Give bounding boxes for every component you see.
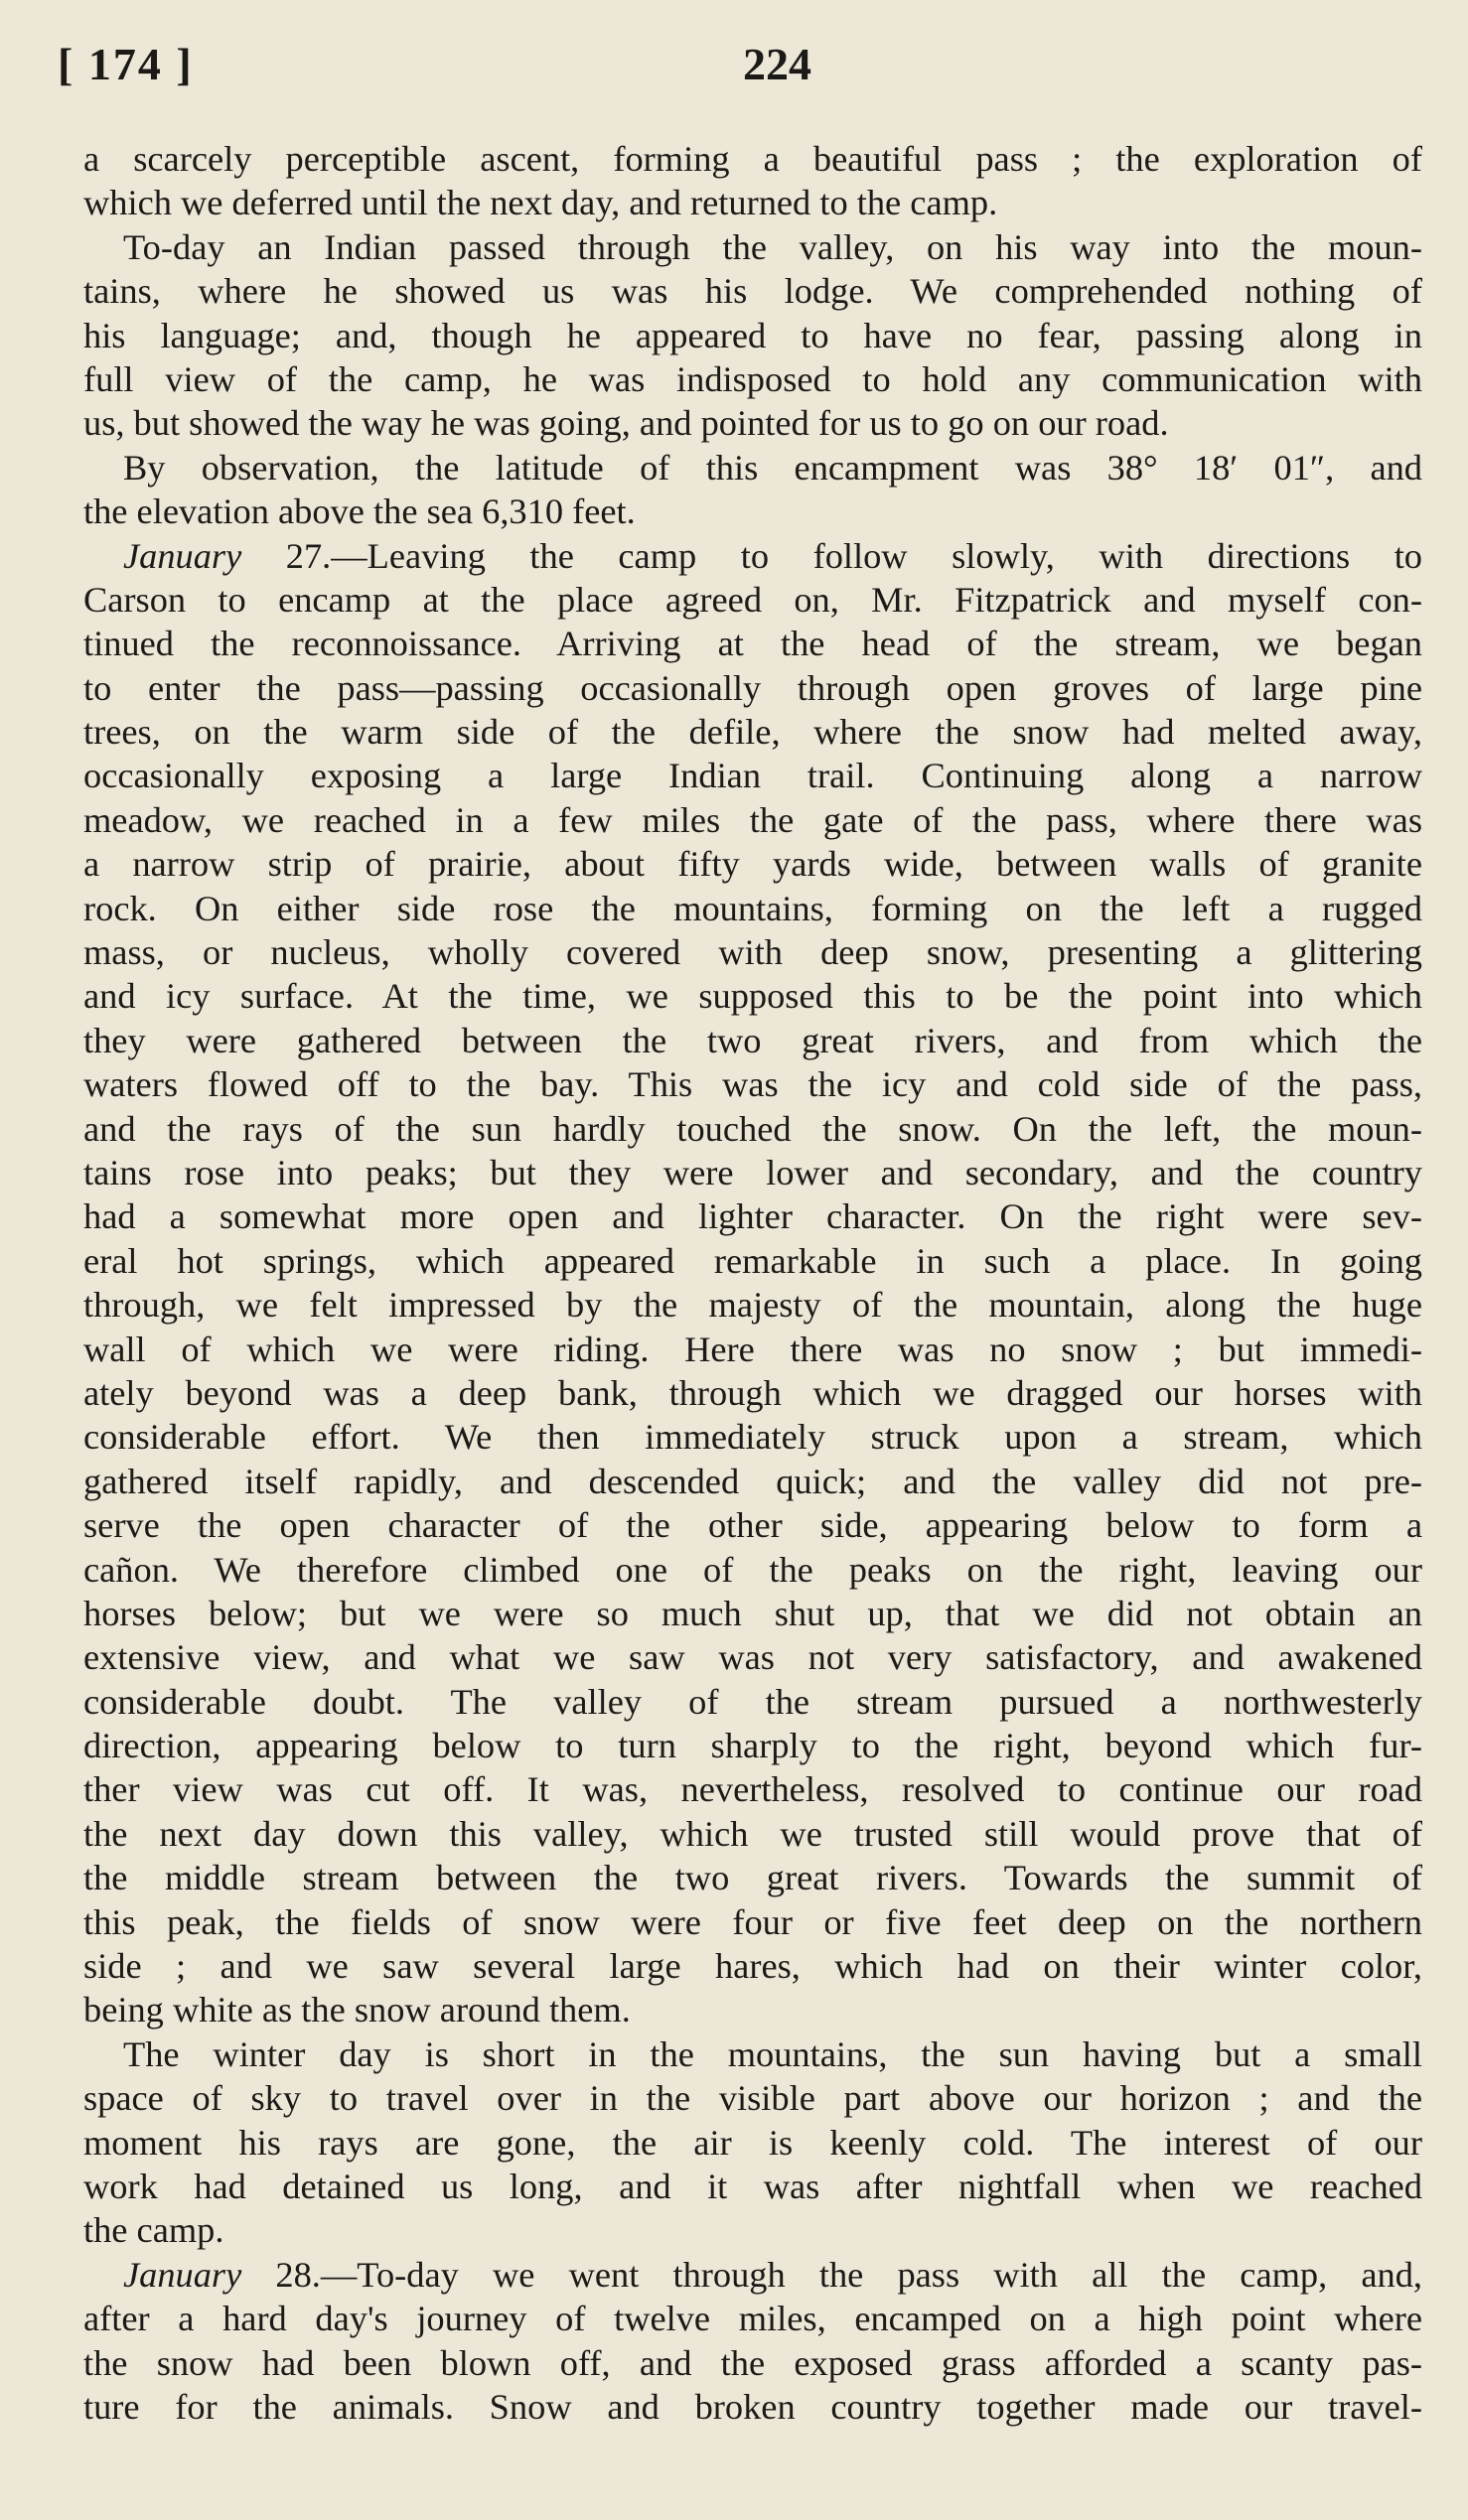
line-text: the middle stream between the two great rivers. Towards the summit of [83, 1858, 1422, 1898]
text-line [83, 2385, 1422, 2429]
page-number: 224 [743, 39, 811, 89]
page-header [0, 38, 1468, 97]
text-line [83, 225, 1422, 269]
line-text: ately beyond was a deep bank, through which we dragged our horses with [83, 1372, 1422, 1413]
line-text: this peak, the fields of snow were four or five feet deep on the northern [83, 1901, 1422, 1942]
line-text: horses below; but we were so much shut up, that we did not obtain an [83, 1593, 1422, 1633]
text-line [83, 1415, 1422, 1459]
line-text: side ; and we saw several large hares, which had on their winter color, [83, 1946, 1422, 1987]
line-text: being white as the snow around them. [83, 1990, 631, 2030]
line-text: extensive view, and what we saw was not very satisfactory, and awakened [83, 1637, 1422, 1678]
text-line [83, 1635, 1422, 1679]
body-text [83, 137, 1422, 2429]
line-text: and the rays of the sun hardly touched the snow. On the left, the moun- [83, 1108, 1422, 1149]
text-line [83, 401, 1422, 445]
text-line [83, 2121, 1422, 2165]
line-text: after a hard day's journey of twelve miles, encamped on a high point where [83, 2299, 1422, 2339]
line-text: Carson to encamp at the place agreed on, Mr. Fitzpatrick and myself con- [83, 579, 1422, 620]
text-line [83, 1194, 1422, 1238]
text-line [83, 1283, 1422, 1327]
line-text: The winter day is short in the mountains, the sun having but a small [123, 2033, 1422, 2074]
text-line [83, 798, 1422, 842]
line-text: they were gathered between the two great rivers, and from which the [83, 1020, 1422, 1060]
text-line [83, 974, 1422, 1018]
line-text: and icy surface. At the time, we supposed this to be the point into which [83, 976, 1422, 1017]
text-line [83, 1062, 1422, 1106]
text-line [83, 1107, 1422, 1151]
text-line [83, 1812, 1422, 1856]
line-text: occasionally exposing a large Indian trail. Continuing along a narrow [83, 756, 1422, 796]
line-text: work had detained us long, and it was after nightfall when we reached [83, 2166, 1422, 2206]
line-text: By observation, the latitude of this encampment was 38° 18′ 01″, and [123, 447, 1422, 488]
line-text: the snow had been blown off, and the exposed grass afforded a scanty pas- [83, 2342, 1422, 2383]
line-text: 28.—To-day we went through the pass with all the camp, and, [241, 2254, 1422, 2295]
text-line [83, 1988, 1422, 2031]
line-text: cañon. We therefore climbed one of the peaks on the right, leaving our [83, 1549, 1422, 1590]
entry-date: January [123, 535, 242, 576]
line-text: moment his rays are gone, the air is keenly cold. The interest of our [83, 2122, 1422, 2163]
line-text: 27.—Leaving the camp to follow slowly, with directions to [241, 535, 1422, 576]
text-line [83, 2208, 1422, 2252]
text-line [83, 1328, 1422, 1371]
line-text: to enter the pass—passing occasionally through open groves of large pine [83, 667, 1422, 708]
text-line [83, 534, 1422, 578]
text-line [83, 2076, 1422, 2120]
text-line [83, 1151, 1422, 1194]
text-line [83, 842, 1422, 886]
line-text: tains rose into peaks; but they were lower and secondary, and the country [83, 1152, 1422, 1192]
text-line [83, 1944, 1422, 1988]
line-text: full view of the camp, he was indisposed to hold any communication with [83, 358, 1422, 399]
text-line [83, 2253, 1422, 2297]
text-line [83, 1724, 1422, 1767]
text-line [83, 181, 1422, 224]
text-line [83, 2032, 1422, 2076]
text-line [83, 1548, 1422, 1592]
text-line [83, 666, 1422, 710]
text-line [83, 2165, 1422, 2208]
line-text: a narrow strip of prairie, about fifty yards wide, between walls of granite [83, 844, 1422, 885]
line-text: rock. On either side rose the mountains, forming on the left a rugged [83, 888, 1422, 928]
line-text: serve the open character of the other side, appearing below to form a [83, 1505, 1422, 1546]
text-line [83, 314, 1422, 357]
line-text: had a somewhat more open and lighter character. On the right were sev- [83, 1196, 1422, 1237]
text-line [83, 2297, 1422, 2340]
text-line [83, 578, 1422, 622]
line-text: tains, where he showed us was his lodge. We comprehended nothing of [83, 271, 1422, 312]
line-text: which we deferred until the next day, and returned to the camp. [83, 183, 998, 223]
text-line [83, 357, 1422, 401]
line-text: waters flowed off to the bay. This was the icy and cold side of the pass, [83, 1064, 1422, 1105]
text-line [83, 1503, 1422, 1547]
line-text: through, we felt impressed by the majesty of the mountain, along the huge [83, 1285, 1422, 1326]
text-line [83, 1856, 1422, 1899]
line-text: his language; and, though he appeared to have no fear, passing along in [83, 315, 1422, 355]
text-line [83, 137, 1422, 181]
text-line [83, 2341, 1422, 2385]
line-text: meadow, we reached in a few miles the gate of the pass, where there was [83, 799, 1422, 840]
line-text: direction, appearing below to turn sharply to the right, beyond which fur- [83, 1726, 1422, 1766]
line-text: the camp. [83, 2210, 224, 2251]
line-text: gathered itself rapidly, and descended quick; and the valley did not pre- [83, 1461, 1422, 1501]
line-text: us, but showed the way he was going, and pointed for us to go on our road. [83, 403, 1169, 444]
text-line [83, 930, 1422, 974]
line-text: considerable doubt. The valley of the stream pursued a northwesterly [83, 1681, 1422, 1722]
line-text: wall of which we were riding. Here there was no snow ; but immedi- [83, 1329, 1422, 1369]
text-line [83, 1592, 1422, 1635]
line-text: space of sky to travel over in the visible part above our horizon ; and the [83, 2078, 1422, 2119]
text-line [83, 490, 1422, 533]
line-text: a scarcely perceptible ascent, forming a beautiful pass ; the exploration of [83, 139, 1422, 179]
line-text: ther view was cut off. It was, nevertheless, resolved to continue our road [83, 1769, 1422, 1810]
line-text: eral hot springs, which appeared remarkable in such a place. In going [83, 1240, 1422, 1281]
text-line [83, 887, 1422, 930]
bracketed-page-number: [ 174 ] [58, 39, 194, 89]
text-line [83, 1239, 1422, 1283]
text-line [83, 1767, 1422, 1811]
line-text: considerable effort. We then immediately struck upon a stream, which [83, 1417, 1422, 1458]
text-line [83, 446, 1422, 490]
entry-date: January [123, 2254, 242, 2295]
line-text: the elevation above the sea 6,310 feet. [83, 491, 636, 532]
text-line [83, 1900, 1422, 1944]
text-line [83, 269, 1422, 313]
text-line [83, 1680, 1422, 1724]
text-line [83, 1019, 1422, 1062]
line-text: the next day down this valley, which we trusted still would prove that of [83, 1813, 1422, 1854]
line-text: To-day an Indian passed through the valley, on his way into the moun- [123, 226, 1422, 267]
text-line [83, 1460, 1422, 1503]
text-line [83, 1371, 1422, 1415]
line-text: ture for the animals. Snow and broken country together made our travel- [83, 2386, 1422, 2427]
text-line [83, 622, 1422, 665]
text-line [83, 710, 1422, 754]
line-text: trees, on the warm side of the defile, where the snow had melted away, [83, 712, 1422, 753]
line-text: tinued the reconnoissance. Arriving at the head of the stream, we began [83, 624, 1422, 664]
text-line [83, 754, 1422, 797]
line-text: mass, or nucleus, wholly covered with deep snow, presenting a glittering [83, 932, 1422, 973]
